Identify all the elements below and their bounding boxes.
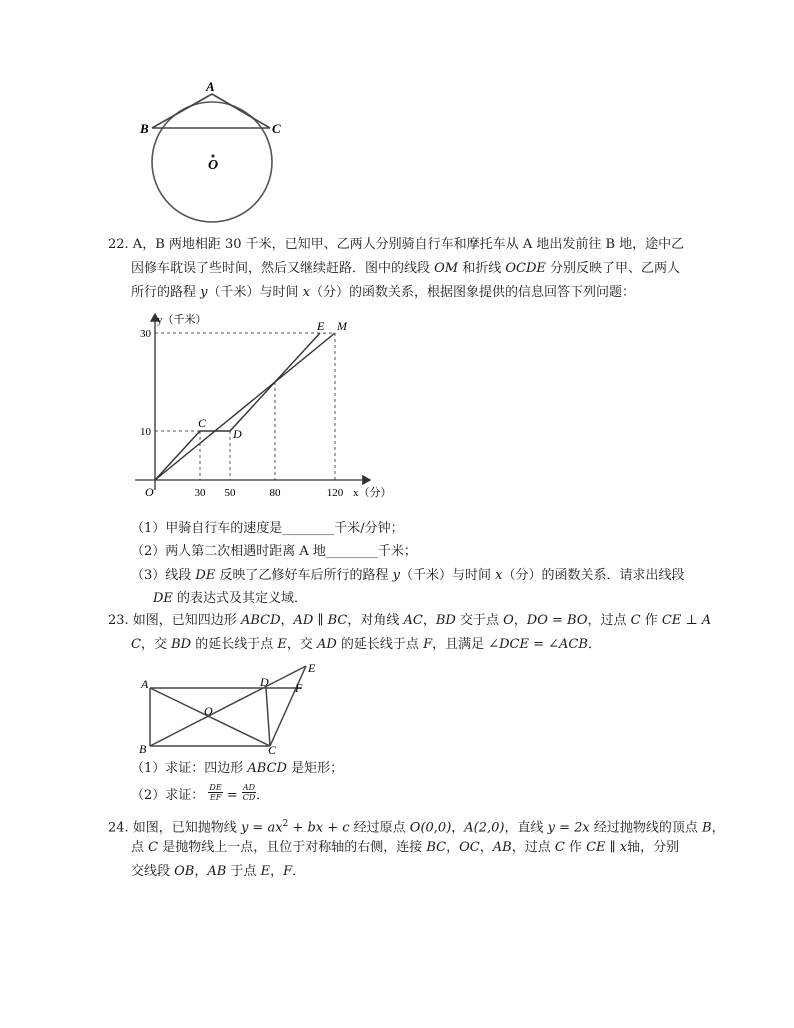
side-cd [266, 688, 270, 746]
x-tick-120: 120 [326, 487, 344, 499]
rectangle-figure [136, 660, 326, 758]
q23-sub-1: （1）求证：四边形 ABCD 是矩形； [131, 761, 344, 776]
point-label-m: M [337, 319, 347, 333]
x-tick-50: 50 [224, 487, 236, 499]
point-label-c: C [198, 416, 207, 430]
diagonal-bd-extended [150, 666, 306, 746]
label-d: D [260, 675, 269, 689]
q23-line-1: 23. 如图，已知四边形 ABCD，AD ∥ BC，对角线 AC，BD 交于点 O，DO = BO，过点 C 作 CE ⊥ A [108, 613, 712, 628]
label-b: B [139, 742, 147, 756]
series-om [155, 333, 335, 480]
x-tick-30: 30 [194, 487, 206, 499]
q22-line-3: 所行的路程 y（千米）与时间 x（分）的函数关系，根据图象提供的信息回答下列问题： [131, 285, 635, 300]
q22-sub-3-cont: DE 的表达式及其定义域． [153, 591, 308, 606]
y-tick-10: 10 [140, 426, 151, 438]
q22-sub-2: （2）两人第二次相遇时距离 A 地________千米； [131, 544, 417, 559]
q24-line-1: 24. 如图，已知抛物线 $y = ax^2$ + bx + c 经过原点 O(0,0)，A(2,0)，直线 y = 2x 经过抛物线的顶点 B， [108, 819, 725, 836]
label-e: E [308, 661, 316, 675]
segment-ce [270, 666, 306, 746]
q22-sub-3: （3）线段 DE 反映了乙修好车后所行的路程 y（千米）与时间 x（分）的函数关系．请求出线段 [131, 568, 685, 583]
segment-ac [212, 94, 270, 128]
label-o: O [204, 704, 213, 718]
y-tick-30: 30 [140, 328, 151, 340]
q24-line-2: 点 C 是抛物线上一点，且位于对称轴的右侧，连接 BC，OC，AB，过点 C 作 CE ∥ x轴，分别 [131, 840, 680, 855]
segment-ab [152, 94, 212, 128]
q23-sub-2: （2）求证： $\frac{DE}{EF}$ = $\frac{AD}{CD}$ ． [131, 783, 270, 803]
y-axis-label: y（千米） [157, 314, 207, 326]
label-c: C [272, 121, 281, 136]
q24-line-3: 交线段 OB，AB 于点 E，F． [131, 864, 306, 879]
label-a: A [206, 79, 215, 94]
label-a: A [141, 677, 149, 691]
q22-line-1: 22. A，B 两地相距 30 千米，已知甲、乙两人分别骑自行车和摩托车从 A 地出发前往 B 地，途中乙 [108, 237, 685, 252]
point-label-d: D [233, 427, 242, 441]
q23-line-2: C，交 BD 的延长线于点 E，交 AD 的延长线于点 F，且满足 ∠DCE = ∠ACB． [131, 637, 601, 652]
fraction-de-ef: $\frac{DE}{EF}$ [209, 783, 222, 802]
series-ocde [155, 333, 320, 480]
label-c: C [268, 743, 277, 757]
point-label-e: E [317, 319, 325, 333]
label-o: O [208, 158, 219, 173]
label-b: B [140, 121, 149, 136]
q22-line-2: 因修车耽误了些时间，然后又继续赶路．图中的线段 OM 和折线 OCDE 分别反映了甲、乙两人 [131, 261, 681, 276]
origin-label: O [145, 485, 154, 499]
x-tick-80: 80 [269, 487, 281, 499]
label-f: F [295, 681, 303, 695]
x-axis-label: x（分） [353, 487, 392, 499]
q22-sub-1: （1）甲骑自行车的速度是________千米/分钟； [131, 521, 404, 536]
distance-time-chart [128, 308, 418, 504]
fraction-ad-cd: $\frac{AD}{CD}$ [242, 783, 256, 802]
circle-figure [130, 78, 290, 224]
